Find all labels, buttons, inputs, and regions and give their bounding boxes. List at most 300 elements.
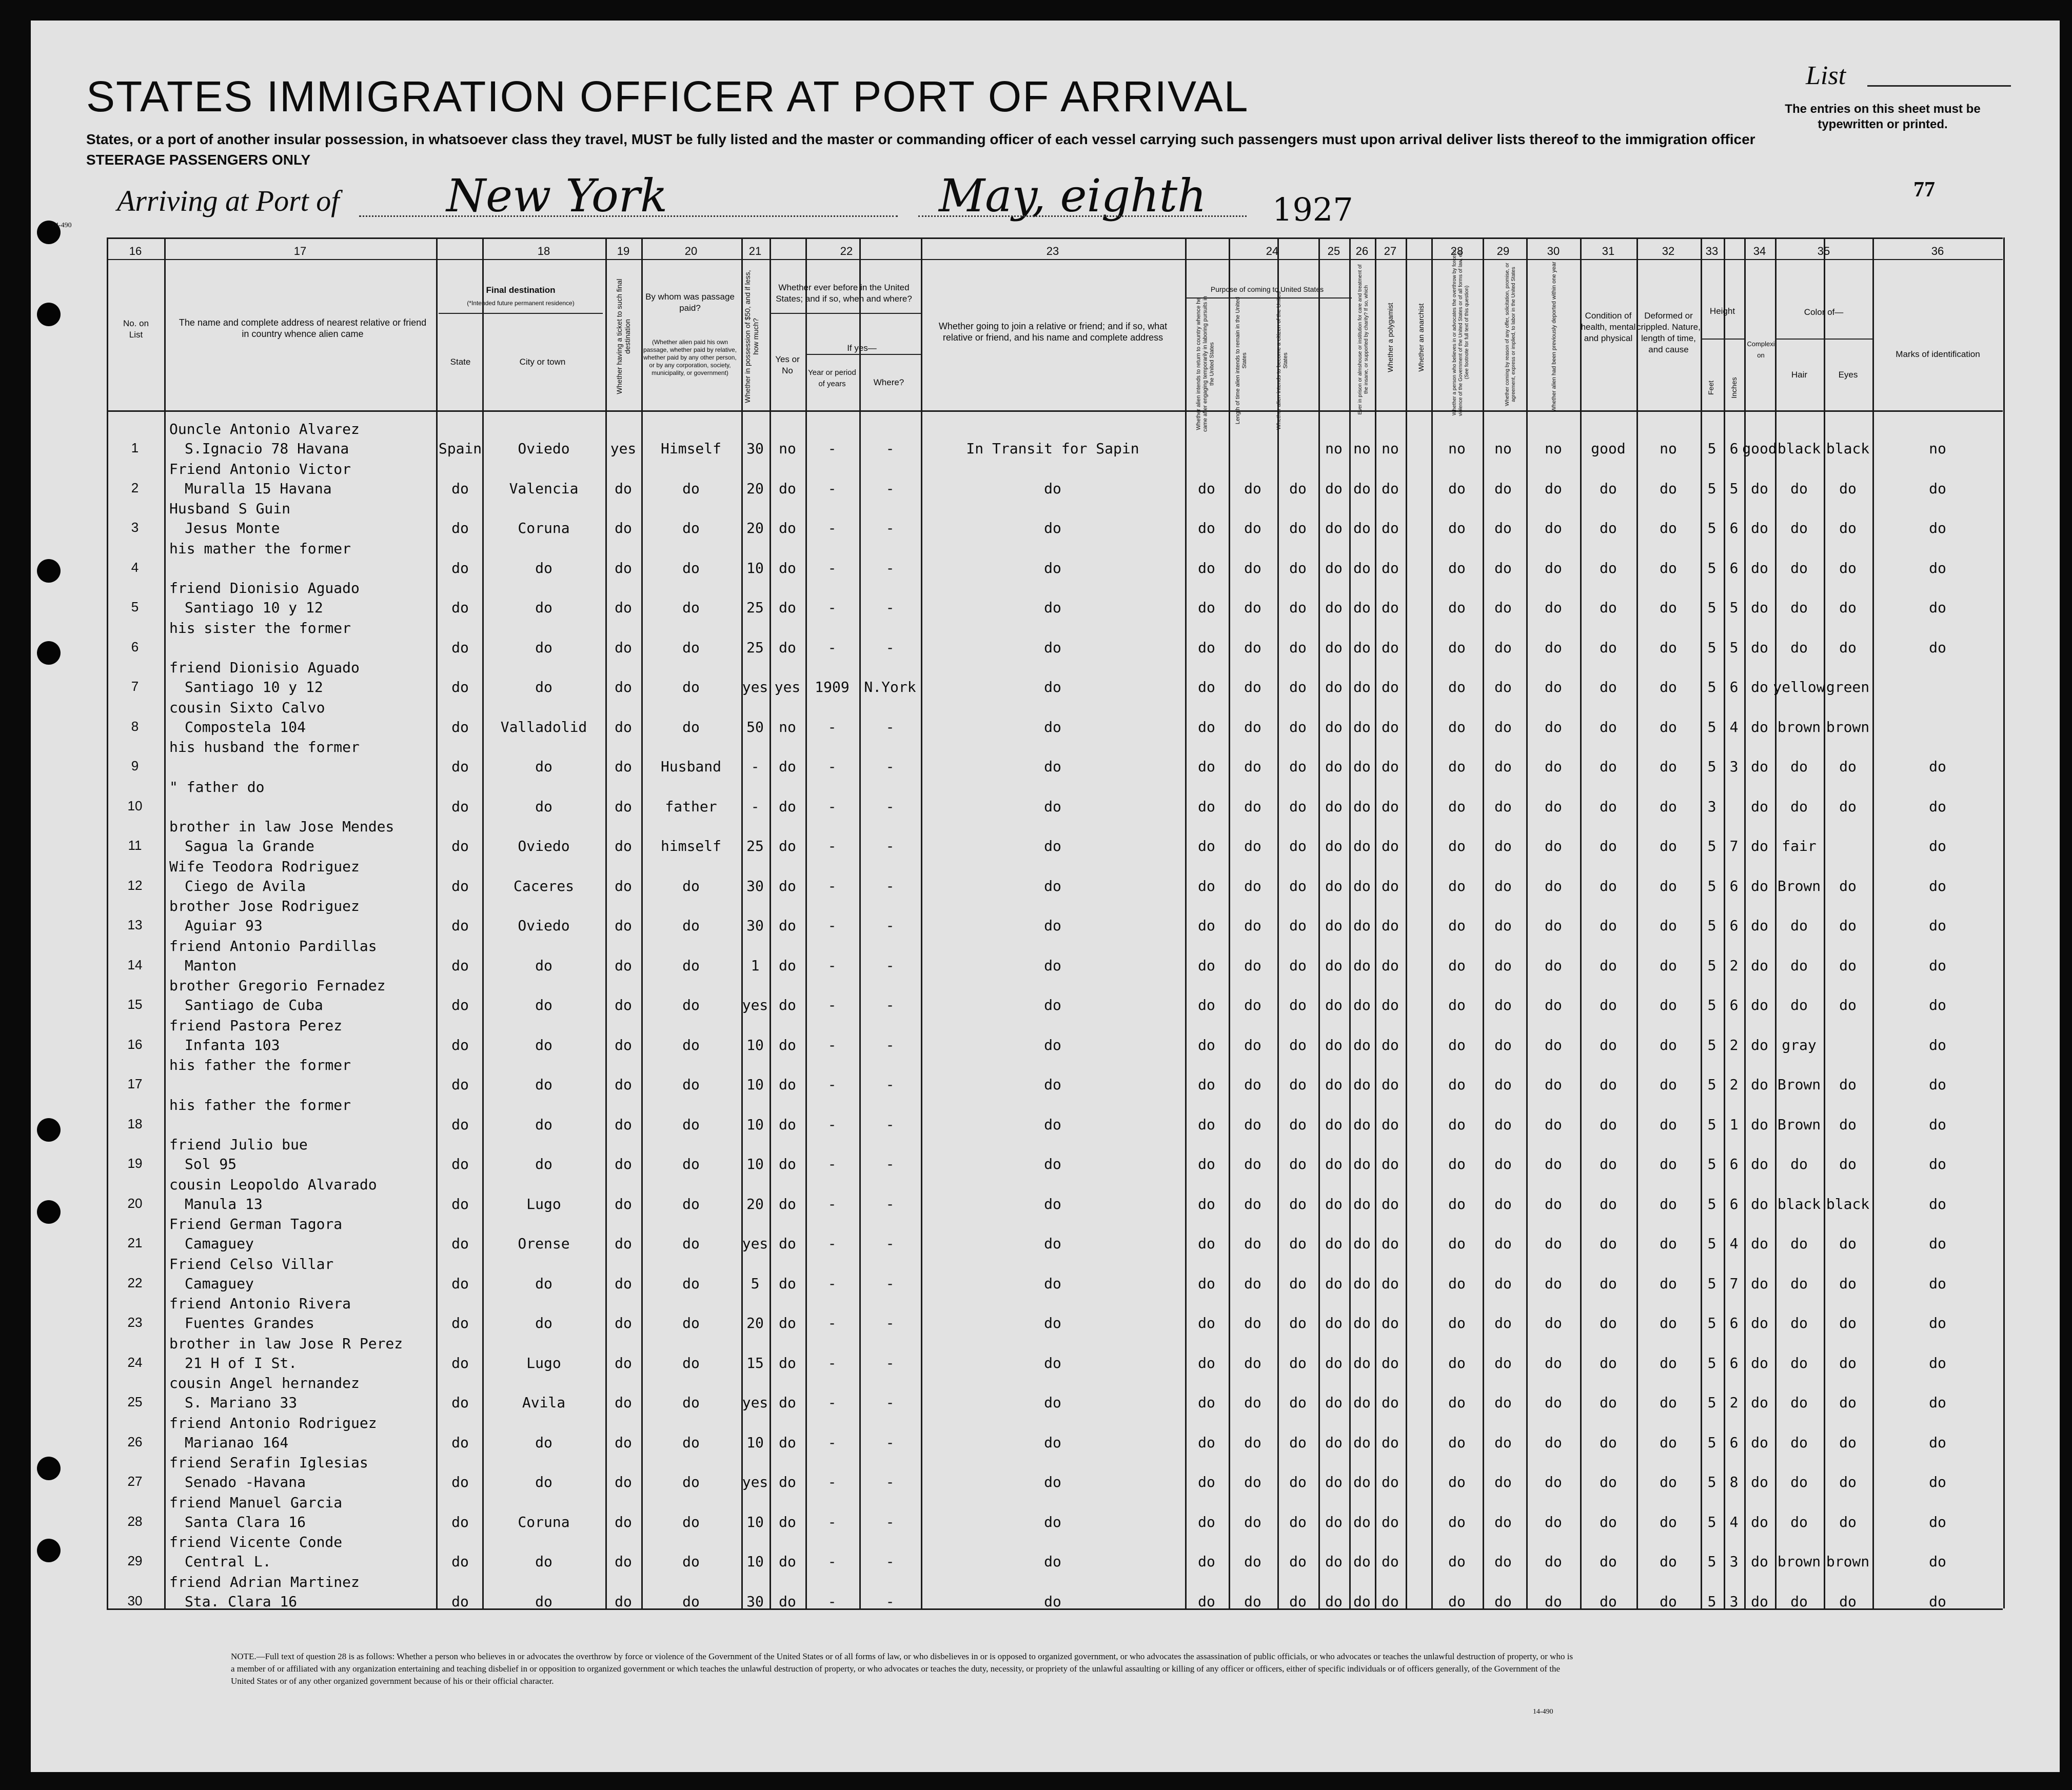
health-cell: do [1600,1553,1617,1570]
question-cell: do [1325,1116,1343,1133]
health-cell: do [1600,1434,1617,1451]
deformed-cell: do [1660,917,1677,934]
question-cell: do [1325,1354,1343,1371]
purpose-cell: do [1198,1354,1215,1371]
joining-cell: do [1044,599,1061,616]
column-rule [1185,237,1187,1608]
complexion-cell: do [1751,1235,1768,1252]
been-before-cell: do [779,1513,796,1530]
purpose-cell: do [1198,1553,1215,1570]
question-cell: no [1353,440,1371,457]
header-height: Height [1709,306,1735,316]
question-cell: do [1325,639,1343,656]
relative-address-cell: Compostela 104 [185,718,306,735]
health-cell: do [1600,599,1617,616]
relative-name-cell: friend Dionisio Aguado [169,659,360,676]
hair-cell: brown [1777,718,1821,735]
row-number: 18 [127,1116,143,1131]
state-cell: do [451,758,469,775]
purpose-cell: do [1198,1275,1215,1292]
purpose-cell: do [1289,639,1307,656]
money-cell: 25 [746,599,764,616]
paid-by-cell: do [682,718,700,735]
health-cell: do [1600,1235,1617,1252]
hair-cell: black [1777,1195,1821,1212]
header-deported: Whether alien had been previously deported within one year [1551,262,1557,412]
year-cell: - [827,1036,837,1053]
ticket-cell: do [615,917,632,934]
joining-cell: do [1044,877,1061,894]
relative-name-cell: his father the former [169,1096,351,1113]
year-cell: - [827,1513,837,1530]
row-number: 13 [127,917,143,932]
where-cell: - [885,997,895,1013]
column-rule [805,237,807,1608]
joining-cell: do [1044,1474,1061,1490]
year-cell: - [827,639,837,656]
been-before-cell: yes [774,679,801,695]
question-cell: do [1353,1195,1371,1212]
joining-cell: do [1044,1235,1061,1252]
state-cell: do [451,559,469,576]
city-cell: do [535,559,552,576]
question-cell: do [1325,679,1343,695]
ticket-cell: do [615,1275,632,1292]
deformed-cell: do [1660,718,1677,735]
health-cell: do [1600,997,1617,1013]
relative-address-cell: Manton [185,957,237,974]
purpose-cell: do [1244,917,1261,934]
date-dotted-line [918,215,1247,217]
purpose-cell: do [1244,599,1261,616]
height-inches-cell: 5 [1729,639,1739,656]
question-cell: do [1545,1195,1562,1212]
column-rule [1406,237,1407,1608]
hair-cell: do [1790,957,1808,974]
column-number: 28 [1450,245,1464,257]
joining-cell: do [1044,997,1061,1013]
height-feet-cell: 5 [1707,520,1716,536]
year-cell: - [827,1315,837,1331]
question-cell: do [1382,679,1399,695]
money-cell: - [751,758,760,775]
joining-cell: do [1044,559,1061,576]
question-cell: do [1494,1553,1512,1570]
joining-cell: do [1044,917,1061,934]
relative-name-cell: brother in law Jose Mendes [169,818,394,835]
complexion-cell: do [1751,758,1768,775]
year-cell: - [827,758,837,775]
height-feet-cell: 5 [1707,1036,1716,1053]
question-cell: do [1494,679,1512,695]
relative-address-cell: Jesus Monte [185,520,280,536]
row-number: 24 [127,1354,143,1370]
hair-cell: do [1790,1474,1808,1490]
health-cell: do [1600,1513,1617,1530]
joining-cell: do [1044,639,1061,656]
money-cell: 10 [746,1036,764,1053]
column-rule [436,237,438,1608]
deformed-cell: do [1660,480,1677,497]
question-cell: do [1382,1315,1399,1331]
purpose-cell: do [1289,679,1307,695]
question-cell: do [1382,1553,1399,1570]
question-cell: do [1448,1315,1466,1331]
complexion-cell: do [1751,1474,1768,1490]
paid-by-cell: do [682,1553,700,1570]
eyes-cell: brown [1826,1553,1870,1570]
question-cell: do [1545,997,1562,1013]
question-cell: do [1353,1076,1371,1093]
header-marks: Marks of identification [1896,349,1980,359]
relative-address-cell: Sagua la Grande [185,838,314,854]
purpose-cell: do [1198,639,1215,656]
header-polygamist: Whether a polygamist [1386,303,1394,372]
eyes-cell: do [1839,1076,1857,1093]
where-cell: - [885,718,895,735]
relative-name-cell: Wife Teodora Rodriguez [169,858,360,875]
city-cell: do [535,1116,552,1133]
height-feet-cell: 5 [1707,718,1716,735]
header-where: Where? [873,377,904,387]
hair-cell: Brown [1777,877,1821,894]
paid-by-cell: father [665,798,717,815]
health-cell: do [1600,917,1617,934]
question-cell: do [1545,1235,1562,1252]
purpose-cell: do [1289,1036,1307,1053]
complexion-cell: do [1751,559,1768,576]
money-cell: 50 [746,718,764,735]
where-cell: - [885,917,895,934]
list-underline [1867,85,2011,87]
purpose-cell: do [1244,1195,1261,1212]
paid-by-cell: do [682,1513,700,1530]
question-cell: do [1494,1354,1512,1371]
been-before-cell: do [779,1275,796,1292]
city-cell: Oviedo [518,440,570,457]
height-inches-cell: 8 [1729,1474,1739,1490]
question-cell: do [1353,877,1371,894]
joining-cell: do [1044,798,1061,815]
hair-cell: do [1790,1315,1808,1331]
question-cell: do [1382,639,1399,656]
year-cell: - [827,917,837,934]
where-cell: - [885,440,895,457]
money-cell: 10 [746,1553,764,1570]
complexion-cell: do [1751,1553,1768,1570]
year-cell: - [827,1593,837,1610]
been-before-cell: do [779,1076,796,1093]
purpose-cell: do [1198,1513,1215,1530]
relative-address-cell: Ciego de Avila [185,877,306,894]
question-cell: do [1545,957,1562,974]
ticket-cell: do [615,758,632,775]
height-inches-cell: 6 [1729,1156,1739,1172]
purpose-cell: do [1244,997,1261,1013]
page-number: 77 [1913,178,1935,202]
city-cell: Avila [522,1394,566,1411]
question-cell: do [1382,1116,1399,1133]
row-number: 2 [131,480,139,495]
question-cell: do [1448,957,1466,974]
city-cell: do [535,1593,552,1610]
deformed-cell: do [1660,1036,1677,1053]
question-cell: do [1545,1315,1562,1331]
marks-cell: do [1929,1315,1946,1331]
year-cell: - [827,718,837,735]
punch-hole [37,303,61,326]
column-rule [641,237,643,1608]
height-inches-cell: 7 [1729,838,1739,854]
where-cell: - [885,1235,895,1252]
purpose-cell: do [1198,877,1215,894]
question-cell: do [1448,639,1466,656]
relative-name-cell: friend Pastora Perez [169,1017,343,1034]
question-cell: do [1448,877,1466,894]
relative-address-cell: Sta. Clara 16 [185,1593,298,1610]
question-cell: do [1353,838,1371,854]
purpose-cell: do [1244,957,1261,974]
column-number: 29 [1496,245,1510,257]
question-cell: do [1353,480,1371,497]
deformed-cell: do [1660,1076,1677,1093]
purpose-cell: do [1244,1354,1261,1371]
column-number: 32 [1662,245,1675,257]
year-cell: - [827,1156,837,1172]
purpose-cell: do [1289,877,1307,894]
header-overthrow: Whether a person who believes in or advocates the overthrow by force or violence of the Government of the United States or of all forms of law, etc. (See footnote for full text of this question) [1452,248,1470,416]
marks-cell: do [1929,1354,1946,1371]
question-cell: do [1494,718,1512,735]
number-row-rule [107,259,2003,260]
relative-address-cell: Muralla 15 Havana [185,480,332,497]
purpose-cell: do [1289,1076,1307,1093]
been-before-cell: do [779,1394,796,1411]
deformed-cell: do [1660,639,1677,656]
paid-by-cell: do [682,480,700,497]
health-cell: do [1600,1315,1617,1331]
question-cell: do [1353,1315,1371,1331]
column-rule [605,237,607,1608]
purpose-cell: do [1289,838,1307,854]
question-cell: do [1325,1593,1343,1610]
relative-name-cell: cousin Angel hernandez [169,1375,360,1391]
year-cell: - [827,1354,837,1371]
money-cell: 10 [746,1116,764,1133]
column-number: 19 [617,245,630,257]
city-cell: do [535,1553,552,1570]
relative-address-cell: Fuentes Grandes [185,1315,314,1331]
relative-address-cell: S. Mariano 33 [185,1394,298,1411]
marks-cell: do [1929,1553,1946,1570]
row-number: 16 [127,1036,143,1052]
deformed-cell: do [1660,1116,1677,1133]
ticket-cell: do [615,1235,632,1252]
row-number: 28 [127,1513,143,1529]
been-before-cell: do [779,1195,796,1212]
marks-cell: do [1929,1235,1946,1252]
column-number: 24 [1266,245,1279,257]
question-cell: do [1494,1156,1512,1172]
marks-cell: do [1929,838,1946,854]
purpose-cell: do [1198,1394,1215,1411]
purpose-cell: do [1289,1434,1307,1451]
column-number: 26 [1355,245,1369,257]
height-feet-cell: 3 [1707,798,1716,815]
deformed-cell: do [1660,1195,1677,1212]
purpose-cell: do [1289,599,1307,616]
question-cell: do [1325,520,1343,536]
height-feet-cell: 5 [1707,639,1716,656]
state-cell: do [451,1593,469,1610]
height-inches-cell: 6 [1729,877,1739,894]
question-cell: do [1448,1394,1466,1411]
complexion-cell: do [1751,957,1768,974]
hair-cell: do [1790,1354,1808,1371]
question-cell: do [1353,1553,1371,1570]
paid-by-cell: do [682,1275,700,1292]
purpose-cell: do [1244,520,1261,536]
paid-by-cell: do [682,1474,700,1490]
question-cell: do [1448,1275,1466,1292]
question-cell: do [1382,1354,1399,1371]
question-cell: do [1494,520,1512,536]
question-cell: do [1494,798,1512,815]
height-feet-cell: 5 [1707,957,1716,974]
deformed-cell: do [1660,1354,1677,1371]
where-cell: - [885,480,895,497]
money-cell: 30 [746,440,764,457]
header-inches: Inches [1730,377,1738,399]
question-cell: do [1448,1354,1466,1371]
relative-name-cell: Ouncle Antonio Alvarez [169,421,360,437]
joining-cell: do [1044,480,1061,497]
column-number: 22 [840,245,853,257]
question-cell: do [1494,559,1512,576]
deformed-cell: do [1660,520,1677,536]
joining-cell: do [1044,1553,1061,1570]
footer-form-code: 14-490 [1533,1708,1553,1716]
purpose-cell: do [1198,1593,1215,1610]
ticket-cell: do [615,480,632,497]
question-cell: do [1382,480,1399,497]
eyes-cell: do [1839,877,1857,894]
question-cell: do [1545,520,1562,536]
been-before-cell: do [779,480,796,497]
relative-name-cell: his husband the former [169,739,360,755]
question-cell: do [1353,1156,1371,1172]
marks-cell: do [1929,559,1946,576]
year-cell: - [827,1553,837,1570]
header-purpose: Purpose of coming to United States [1210,285,1324,293]
purpose-cell: do [1289,957,1307,974]
been-before-cell: do [779,639,796,656]
relative-name-cell: brother Jose Rodriguez [169,898,360,914]
eyes-cell: do [1839,1593,1857,1610]
header-eyes: Eyes [1838,370,1858,380]
purpose-cell: do [1198,679,1215,695]
relative-name-cell: friend Dionisio Aguado [169,580,360,596]
where-cell: - [885,559,895,576]
hair-cell: do [1790,997,1808,1013]
eyes-cell: do [1839,957,1857,974]
eyes-cell: do [1839,1116,1857,1133]
city-cell: do [535,639,552,656]
question-cell: do [1382,877,1399,894]
relative-name-cell: friend Adrian Martinez [169,1573,360,1590]
punch-hole [37,1118,61,1142]
typewritten-note: The entries on this sheet must be typewritten or printed. [1785,102,1981,131]
header-if-yes: If yes— [847,343,877,353]
purpose-cell: do [1198,480,1215,497]
question-cell: do [1382,559,1399,576]
column-number: 33 [1705,245,1719,257]
question-cell: do [1448,838,1466,854]
purpose-cell: do [1244,1513,1261,1530]
height-feet-cell: 5 [1707,1474,1716,1490]
list-label: List [1806,61,1846,90]
paid-by-cell: do [682,877,700,894]
state-cell: do [451,639,469,656]
purpose-cell: do [1244,1076,1261,1093]
health-cell: do [1600,480,1617,497]
ticket-cell: do [615,1076,632,1093]
been-before-cell: do [779,1434,796,1451]
column-rule [1277,237,1279,1608]
question-cell: do [1448,997,1466,1013]
purpose-cell: do [1289,1315,1307,1331]
year-cell: - [827,877,837,894]
eyes-cell: black [1826,440,1870,457]
city-cell: do [535,1275,552,1292]
purpose-cell: do [1289,480,1307,497]
question-cell: do [1325,1394,1343,1411]
question-cell: do [1448,1593,1466,1610]
relative-name-cell: friend Vicente Conde [169,1534,343,1550]
question-cell: do [1545,1434,1562,1451]
state-cell: do [451,480,469,497]
question-cell: do [1448,1474,1466,1490]
health-cell: do [1600,520,1617,536]
relative-address-cell: Marianao 164 [185,1434,289,1451]
height-inches-cell: 6 [1729,440,1739,457]
purpose-cell: do [1198,1315,1215,1331]
ticket-cell: do [615,957,632,974]
purpose-cell: do [1244,838,1261,854]
row-number: 1 [131,440,139,455]
health-cell: do [1600,957,1617,974]
hair-cell: Brown [1777,1076,1821,1093]
paid-by-cell: do [682,1315,700,1331]
joining-cell: do [1044,1275,1061,1292]
before-us-subrule [769,313,921,314]
city-cell: do [535,997,552,1013]
been-before-cell: do [779,957,796,974]
height-inches-cell: 2 [1729,1036,1739,1053]
question-cell: do [1545,1593,1562,1610]
height-inches-cell: 6 [1729,1354,1739,1371]
column-rule [1431,237,1433,1608]
been-before-cell: do [779,1116,796,1133]
purpose-cell: do [1244,639,1261,656]
deformed-cell: do [1660,1235,1677,1252]
relative-name-cell: friend Antonio Rivera [169,1295,351,1312]
hair-cell: do [1790,1235,1808,1252]
purpose-cell: do [1198,1156,1215,1172]
hair-cell: do [1790,599,1808,616]
purpose-cell: do [1289,1513,1307,1530]
relative-address-cell: Aguiar 93 [185,917,263,934]
